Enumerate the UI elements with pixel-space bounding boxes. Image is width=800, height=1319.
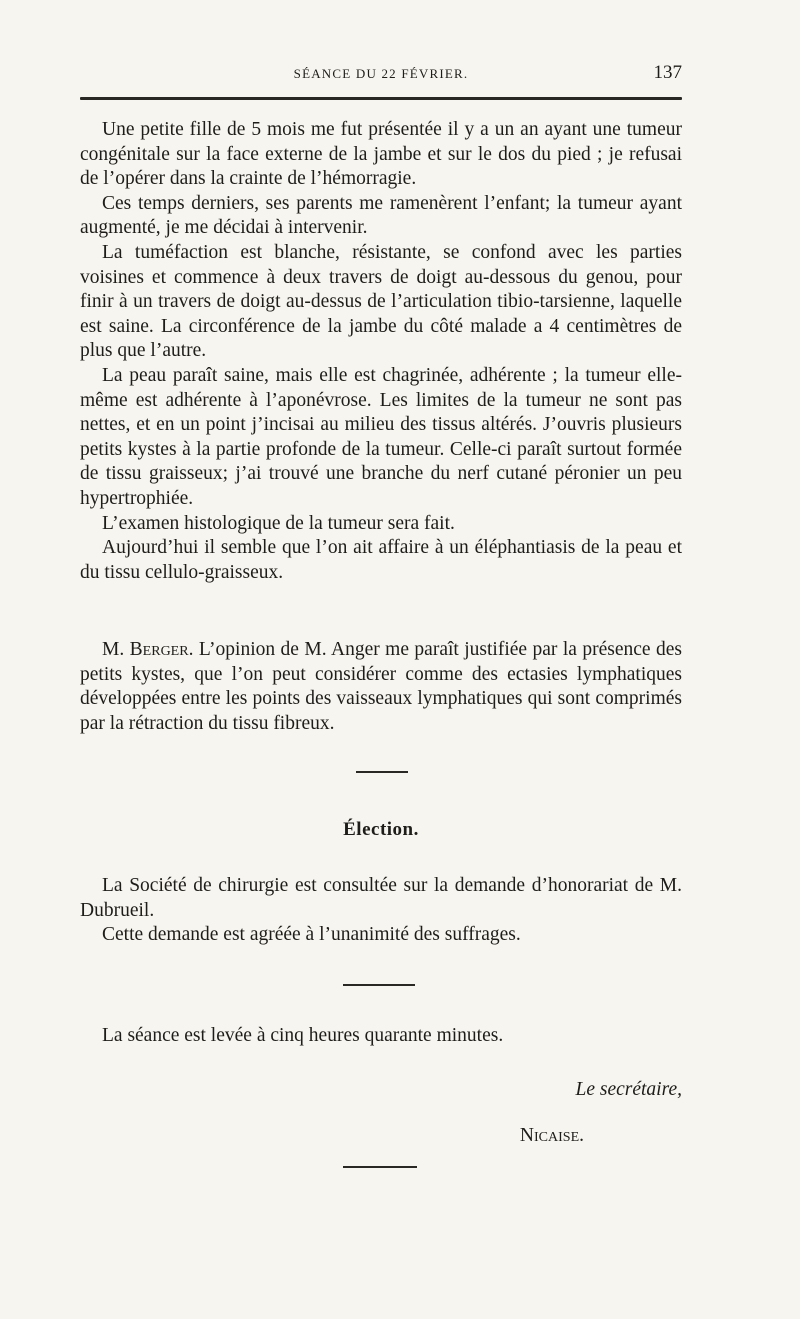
signature-name: Nicaise. — [519, 1125, 584, 1146]
section-divider — [343, 1166, 417, 1168]
case-report — [80, 118, 682, 585]
section-divider — [343, 984, 415, 986]
section-divider — [356, 771, 408, 773]
running-header — [80, 62, 682, 88]
section-heading: Élection. — [343, 819, 419, 840]
paragraph: La Société de chirurgie est consultée sur la demande d’honorariat de M. Dubrueil. — [80, 875, 682, 921]
paragraph: Cette demande est agréée à l’unanimité des suffrages. — [102, 924, 521, 946]
signature-role: Le secrétaire, — [575, 1079, 682, 1100]
berger-remark — [80, 638, 682, 736]
paragraph: La séance est levée à cinq heures quarante minutes. — [102, 1025, 504, 1046]
paragraph: Aujourd’hui il semble que l’on ait affaire à un éléphantiasis de la peau et du tissu cellulo-graisseux. — [80, 537, 682, 583]
paragraph — [80, 638, 682, 736]
header-rule — [80, 97, 682, 100]
closing-text — [80, 1024, 682, 1049]
paragraph: La peau paraît saine, mais elle est chagrinée, adhérente ; la tumeur elle-même est adhérente à l’aponévrose. Les limites de la tumeur ne sont pas nettes, et en un point j’incisai au milieu des tissus altérés. J’ouvris plusieurs petits kystes à la partie profonde de la tumeur. Celle-ci paraît surtout formée de tissu graisseux; j’ai trouvé une branche du nerf cutané péronier un peu hypertrophiée. — [80, 364, 682, 509]
paragraph: L’examen histologique de la tumeur sera fait. — [102, 512, 455, 534]
header-title: SÉANCE DU 22 FÉVRIER. — [293, 66, 469, 81]
speaker-name: Berger. — [129, 639, 194, 660]
paragraph: Une petite fille de 5 mois me fut présentée il y a un an ayant une tumeur congénitale sur la face externe de la jambe et sur le dos du pied ; je refusai de l’opérer dans la crainte de l’hémorragie. — [80, 119, 682, 190]
remark-text: L’opinion de M. Anger me paraît justifiée par la présence des petits kystes, que l’on peut considérer comme des ectasies lymphatiques développées entre les points des vaisseaux lymphatiques qui sont comprimés par la rétraction du tissu fibreux. — [80, 639, 683, 734]
paragraph: La tuméfaction est blanche, résistante, se confond avec les parties voisines et commence à deux travers de doigt au-dessous du genou, pour finir à un travers de doigt au-dessus de l’articulation tibio-tarsienne, laquelle est saine. La circonférence de la jambe du côté malade a 4 centimètres de plus que l’autre. — [80, 241, 682, 362]
election-text — [80, 874, 682, 948]
page-number: 137 — [653, 62, 682, 83]
speaker-prefix: M. — [102, 639, 125, 660]
paragraph: Ces temps derniers, ses parents me ramenèrent l’enfant; la tumeur ayant augmenté, je me décidai à intervenir. — [80, 192, 682, 239]
